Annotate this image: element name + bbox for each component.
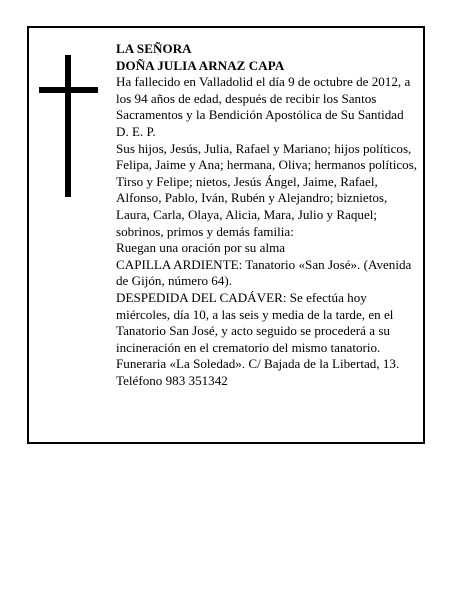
notice-text — [116, 41, 421, 389]
obituary-notice — [27, 26, 425, 444]
family-list: Sus hijos, Jesús, Julia, Rafael y Mariano; hijos políticos, Felipa, Jaime y Ana; hermana, Oliva; hermanos políticos, Tirso y Felipe; nietos, Jesús Ángel, Jaime, Rafael, Alfonso, Pablo, Iván, Rubén y Alejandro; biznietos, Laura, Carla, Olaya, Alicia, Mara, Julio y Raquel; sobrinos, primos y demás familia: — [116, 140, 418, 239]
cross-icon — [39, 55, 99, 197]
funeral-home-phone: Teléfono 983 351342 — [116, 372, 228, 388]
prayer-request: Ruegan una oración por su alma — [116, 240, 286, 256]
death-announcement: Ha fallecido en Valladolid el día 9 de octubre de 2012, a los 94 años de edad, después de recibir los Santos Sacramentos y la Bendición Apostólica de Su Santidad — [116, 74, 411, 123]
cross-vertical-bar — [65, 55, 71, 197]
notice-heading-title: LA SEÑORA — [116, 41, 192, 56]
cross-horizontal-bar — [39, 87, 98, 93]
funeral-chapel-info: CAPILLA ARDIENTE: Tanatorio «San José». (Avenida de Gijón, número 64). — [116, 256, 412, 289]
funeral-home-address: Funeraria «La Soledad». C/ Bajada de la Libertad, 13. — [116, 356, 400, 372]
deceased-name: DOÑA JULIA ARNAZ CAPA — [116, 57, 285, 73]
rip-line: D. E. P. — [116, 123, 156, 139]
farewell-info: DESPEDIDA DEL CADÁVER: Se efectúa hoy miércoles, día 10, a las seis y media de la tarde, en el Tanatorio San José, y acto seguido se procederá a su incineración en el crematorio del mismo tanatorio. — [116, 289, 394, 355]
